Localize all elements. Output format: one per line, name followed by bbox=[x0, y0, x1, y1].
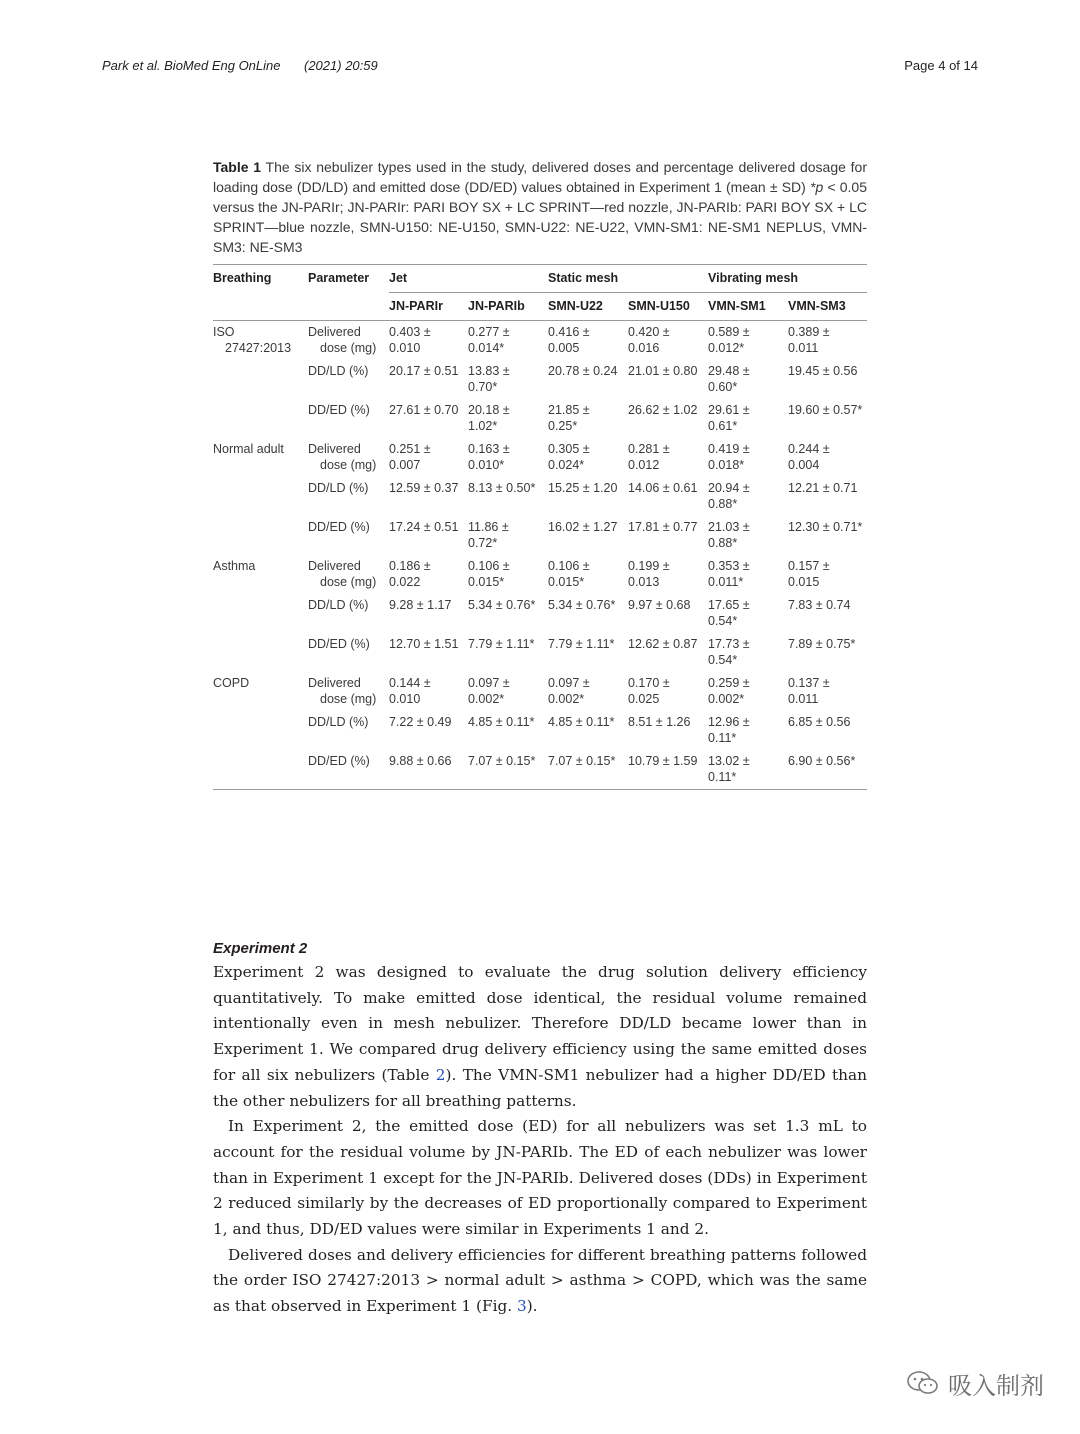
journal-name: Park et al. BioMed Eng OnLine bbox=[102, 58, 281, 73]
value-cell: 0.097 ± 0.002* bbox=[468, 676, 510, 706]
parameter-cell: DD/LD (%) bbox=[308, 715, 369, 729]
value-cell: 0.416 ± 0.005 bbox=[548, 325, 590, 355]
value-cell: 20.17 ± 0.51 bbox=[389, 364, 459, 378]
parameter-cell: DD/LD (%) bbox=[308, 598, 369, 612]
value-cell: 4.85 ± 0.11* bbox=[468, 715, 535, 729]
value-cell: 0.589 ± 0.012* bbox=[708, 325, 750, 355]
value-cell: 0.251 ± 0.007 bbox=[389, 442, 431, 472]
value-cell: 26.62 ± 1.02 bbox=[628, 403, 698, 417]
value-cell: 4.85 ± 0.11* bbox=[548, 715, 615, 729]
value-cell: 0.277 ± 0.014* bbox=[468, 325, 510, 355]
col-vmn-sm1: VMN-SM1 bbox=[708, 293, 788, 321]
value-cell: 16.02 ± 1.27 bbox=[548, 520, 618, 534]
value-cell: 15.25 ± 1.20 bbox=[548, 481, 618, 495]
value-cell: 21.85 ± 0.25* bbox=[548, 403, 590, 433]
table-row bbox=[213, 594, 867, 633]
table-row bbox=[213, 516, 867, 555]
table-row bbox=[213, 477, 867, 516]
parameter-cell: DD/ED (%) bbox=[308, 403, 370, 417]
col-smn-u22: SMN-U22 bbox=[548, 293, 628, 321]
parameter-cell: Delivered dose (mg) bbox=[308, 325, 377, 355]
value-cell: 13.83 ± 0.70* bbox=[468, 364, 510, 394]
breathing-cell bbox=[213, 750, 308, 790]
table-row bbox=[213, 321, 867, 361]
parameter-cell: Delivered dose (mg) bbox=[308, 442, 377, 472]
value-cell: 0.137 ± 0.011 bbox=[788, 676, 830, 706]
value-cell: 20.78 ± 0.24 bbox=[548, 364, 618, 378]
value-cell: 11.86 ± 0.72* bbox=[468, 520, 509, 550]
paragraph-1: Experiment 2 was designed to evaluate the drug solution delivery efficiency quantitatively. To make emitted dose identical, the residual volume remained intentionally even in mesh nebulizer. Therefore DD/LD became lower than in Experiment 1. We compared drug delivery efficiency using the same emitted doses for all six nebulizers (Table 2). The VMN-SM1 nebulizer had a higher DD/ED than the other nebulizers for all breathing patterns. bbox=[213, 963, 868, 1110]
col-vmn-sm3: VMN-SM3 bbox=[788, 293, 867, 321]
value-cell: 27.61 ± 0.70 bbox=[389, 403, 459, 417]
table-row bbox=[213, 633, 867, 672]
parameter-cell: DD/ED (%) bbox=[308, 637, 370, 651]
value-cell: 12.62 ± 0.87 bbox=[628, 637, 698, 651]
col-breathing: Breathing bbox=[213, 271, 272, 285]
value-cell: 7.83 ± 0.74 bbox=[788, 598, 851, 612]
value-cell: 7.79 ± 1.11* bbox=[548, 637, 615, 651]
table-row bbox=[213, 711, 867, 750]
value-cell: 9.97 ± 0.68 bbox=[628, 598, 691, 612]
group-vibrating-mesh: Vibrating mesh bbox=[708, 265, 867, 293]
value-cell: 10.79 ± 1.59 bbox=[628, 750, 708, 790]
results-table bbox=[213, 264, 867, 790]
value-cell: 6.85 ± 0.56 bbox=[788, 715, 851, 729]
col-jn-parir: JN-PARIr bbox=[389, 293, 468, 321]
col-smn-u150: SMN-U150 bbox=[628, 293, 708, 321]
value-cell: 13.02 ± 0.11* bbox=[708, 750, 788, 790]
col-jn-parib: JN-PARIb bbox=[468, 293, 548, 321]
value-cell: 7.79 ± 1.11* bbox=[468, 637, 535, 651]
value-cell: 21.03 ± 0.88* bbox=[708, 520, 750, 550]
value-cell: 8.13 ± 0.50* bbox=[468, 481, 536, 495]
value-cell: 0.403 ± 0.010 bbox=[389, 325, 431, 355]
value-cell: 29.61 ± 0.61* bbox=[708, 403, 750, 433]
table-column-header bbox=[213, 293, 867, 321]
value-cell: 7.07 ± 0.15* bbox=[548, 750, 628, 790]
value-cell: 12.21 ± 0.71 bbox=[788, 481, 858, 495]
value-cell: 0.097 ± 0.002* bbox=[548, 676, 590, 706]
journal-year-volume: (2021) 20:59 bbox=[304, 58, 378, 73]
value-cell: 29.48 ± 0.60* bbox=[708, 364, 750, 394]
section-heading: Experiment 2 bbox=[213, 940, 308, 957]
col-parameter: Parameter bbox=[308, 271, 370, 285]
parameter-cell: DD/LD (%) bbox=[308, 481, 369, 495]
table-caption-label: Table 1 bbox=[213, 159, 262, 175]
table-row bbox=[213, 750, 867, 790]
value-cell: 7.89 ± 0.75* bbox=[788, 637, 856, 651]
value-cell: 0.106 ± 0.015* bbox=[548, 559, 590, 589]
table-caption-text: The six nebulizer types used in the study, delivered doses and percentage delivered dosage for loading dose (DD/LD) and emitted dose (DD/ED) values obtained in Experiment 1 (mean ± SD) bbox=[213, 159, 867, 195]
parameter-cell: Delivered dose (mg) bbox=[308, 559, 377, 589]
table-row bbox=[213, 672, 867, 711]
value-cell: 12.96 ± 0.11* bbox=[708, 715, 750, 745]
parameter-cell: DD/LD (%) bbox=[308, 364, 369, 378]
value-cell: 0.170 ± 0.025 bbox=[628, 676, 670, 706]
value-cell: 0.199 ± 0.013 bbox=[628, 559, 670, 589]
value-cell: 0.305 ± 0.024* bbox=[548, 442, 590, 472]
figure-3-link[interactable]: 3 bbox=[516, 1297, 527, 1316]
value-cell: 0.244 ± 0.004 bbox=[788, 442, 830, 472]
value-cell: 17.24 ± 0.51 bbox=[389, 520, 459, 534]
page-number: Page 4 of 14 bbox=[904, 58, 978, 73]
value-cell: 17.65 ± 0.54* bbox=[708, 598, 750, 628]
value-cell: 0.106 ± 0.015* bbox=[468, 559, 510, 589]
value-cell: 0.389 ± 0.011 bbox=[788, 325, 830, 355]
paragraph-3: Delivered doses and delivery efficiencies for different breathing patterns followed the order ISO 27427:2013 > normal adult > asthma > COPD, which was the same as that observed in Experiment 1 (Fig. 3). bbox=[213, 1245, 867, 1316]
value-cell: 0.419 ± 0.018* bbox=[708, 442, 750, 472]
breathing-cell: Asthma bbox=[213, 559, 256, 573]
group-jet: Jet bbox=[389, 265, 548, 293]
value-cell: 7.22 ± 0.49 bbox=[389, 715, 452, 729]
value-cell: 5.34 ± 0.76* bbox=[468, 598, 536, 612]
parameter-cell: DD/ED (%) bbox=[308, 750, 389, 790]
value-cell: 0.420 ± 0.016 bbox=[628, 325, 670, 355]
group-static-mesh: Static mesh bbox=[548, 265, 708, 293]
value-cell: 7.07 ± 0.15* bbox=[468, 750, 548, 790]
value-cell: 17.81 ± 0.77 bbox=[628, 520, 698, 534]
parameter-cell: Delivered dose (mg) bbox=[308, 676, 377, 706]
value-cell: 6.90 ± 0.56* bbox=[788, 750, 867, 790]
value-cell: 19.45 ± 0.56 bbox=[788, 364, 858, 378]
value-cell: 12.59 ± 0.37 bbox=[389, 481, 459, 495]
experiment-2-section bbox=[213, 938, 867, 1320]
value-cell: 14.06 ± 0.61 bbox=[628, 481, 698, 495]
breathing-cell bbox=[213, 516, 308, 555]
paragraph-2: In Experiment 2, the emitted dose (ED) for all nebulizers was set 1.3 mL to account for the residual volume by JN-PARIb. The ED of each nebulizer was lower than in Experiment 1 except for the JN-PARIb. Delivered doses (DDs) in Experiment 2 reduced similarly by the decreases of ED proportionally compared to Experiment 1, and thus, DD/ED values were similar in Experiments 1 and 2. bbox=[213, 1117, 867, 1239]
value-cell: 9.28 ± 1.17 bbox=[389, 598, 452, 612]
value-cell: 0.353 ± 0.011* bbox=[708, 559, 750, 589]
watermark-text: 吸入制剂 bbox=[948, 1372, 1044, 1400]
parameter-cell: DD/ED (%) bbox=[308, 520, 370, 534]
value-cell: 5.34 ± 0.76* bbox=[548, 598, 616, 612]
value-cell: 19.60 ± 0.57* bbox=[788, 403, 863, 417]
table-row bbox=[213, 555, 867, 594]
breathing-cell bbox=[213, 633, 308, 672]
table-group-header bbox=[213, 265, 867, 293]
value-cell: 20.18 ± 1.02* bbox=[468, 403, 510, 433]
table-row bbox=[213, 438, 867, 477]
value-cell: 17.73 ± 0.54* bbox=[708, 637, 750, 667]
value-cell: 12.30 ± 0.71* bbox=[788, 520, 863, 534]
breathing-cell: Normal adult bbox=[213, 442, 284, 456]
table-caption-text-2: < 0.05 versus the JN-PARIr; JN-PARIr: PARI BOY SX + LC SPRINT—red nozzle, JN-PARIb: PARI BOY SX + LC SPRINT—blue nozzle, SMN-U150: NE-U150, SMN-U22: NE-U22, VMN-SM1: NE-SM1 NEPLUS, VMN-SM3: NE-SM3 bbox=[213, 179, 867, 255]
value-cell: 0.259 ± 0.002* bbox=[708, 676, 750, 706]
value-cell: 0.281 ± 0.012 bbox=[628, 442, 670, 472]
value-cell: 8.51 ± 1.26 bbox=[628, 715, 691, 729]
table-body bbox=[213, 321, 867, 790]
value-cell: 20.94 ± 0.88* bbox=[708, 481, 750, 511]
value-cell: 12.70 ± 1.51 bbox=[389, 637, 459, 651]
value-cell: 0.157 ± 0.015 bbox=[788, 559, 830, 589]
value-cell: 0.163 ± 0.010* bbox=[468, 442, 510, 472]
running-head bbox=[102, 58, 978, 78]
value-cell: 0.186 ± 0.022 bbox=[389, 559, 431, 589]
breathing-cell bbox=[213, 399, 308, 438]
table-caption bbox=[213, 157, 867, 257]
table-row bbox=[213, 360, 867, 399]
breathing-cell: ISO 27427:2013 bbox=[213, 325, 292, 355]
breathing-cell: COPD bbox=[213, 676, 250, 690]
table-2-link[interactable]: 2 bbox=[435, 1065, 446, 1084]
breathing-cell bbox=[213, 360, 308, 399]
breathing-cell bbox=[213, 711, 308, 750]
wechat-watermark bbox=[906, 1366, 1044, 1400]
p-value-symbol: *p bbox=[810, 179, 824, 195]
wechat-icon bbox=[906, 1370, 940, 1396]
table-row bbox=[213, 399, 867, 438]
value-cell: 21.01 ± 0.80 bbox=[628, 364, 698, 378]
breathing-cell bbox=[213, 477, 308, 516]
value-cell: 0.144 ± 0.010 bbox=[389, 676, 431, 706]
breathing-cell bbox=[213, 594, 308, 633]
value-cell: 9.88 ± 0.66 bbox=[389, 750, 468, 790]
